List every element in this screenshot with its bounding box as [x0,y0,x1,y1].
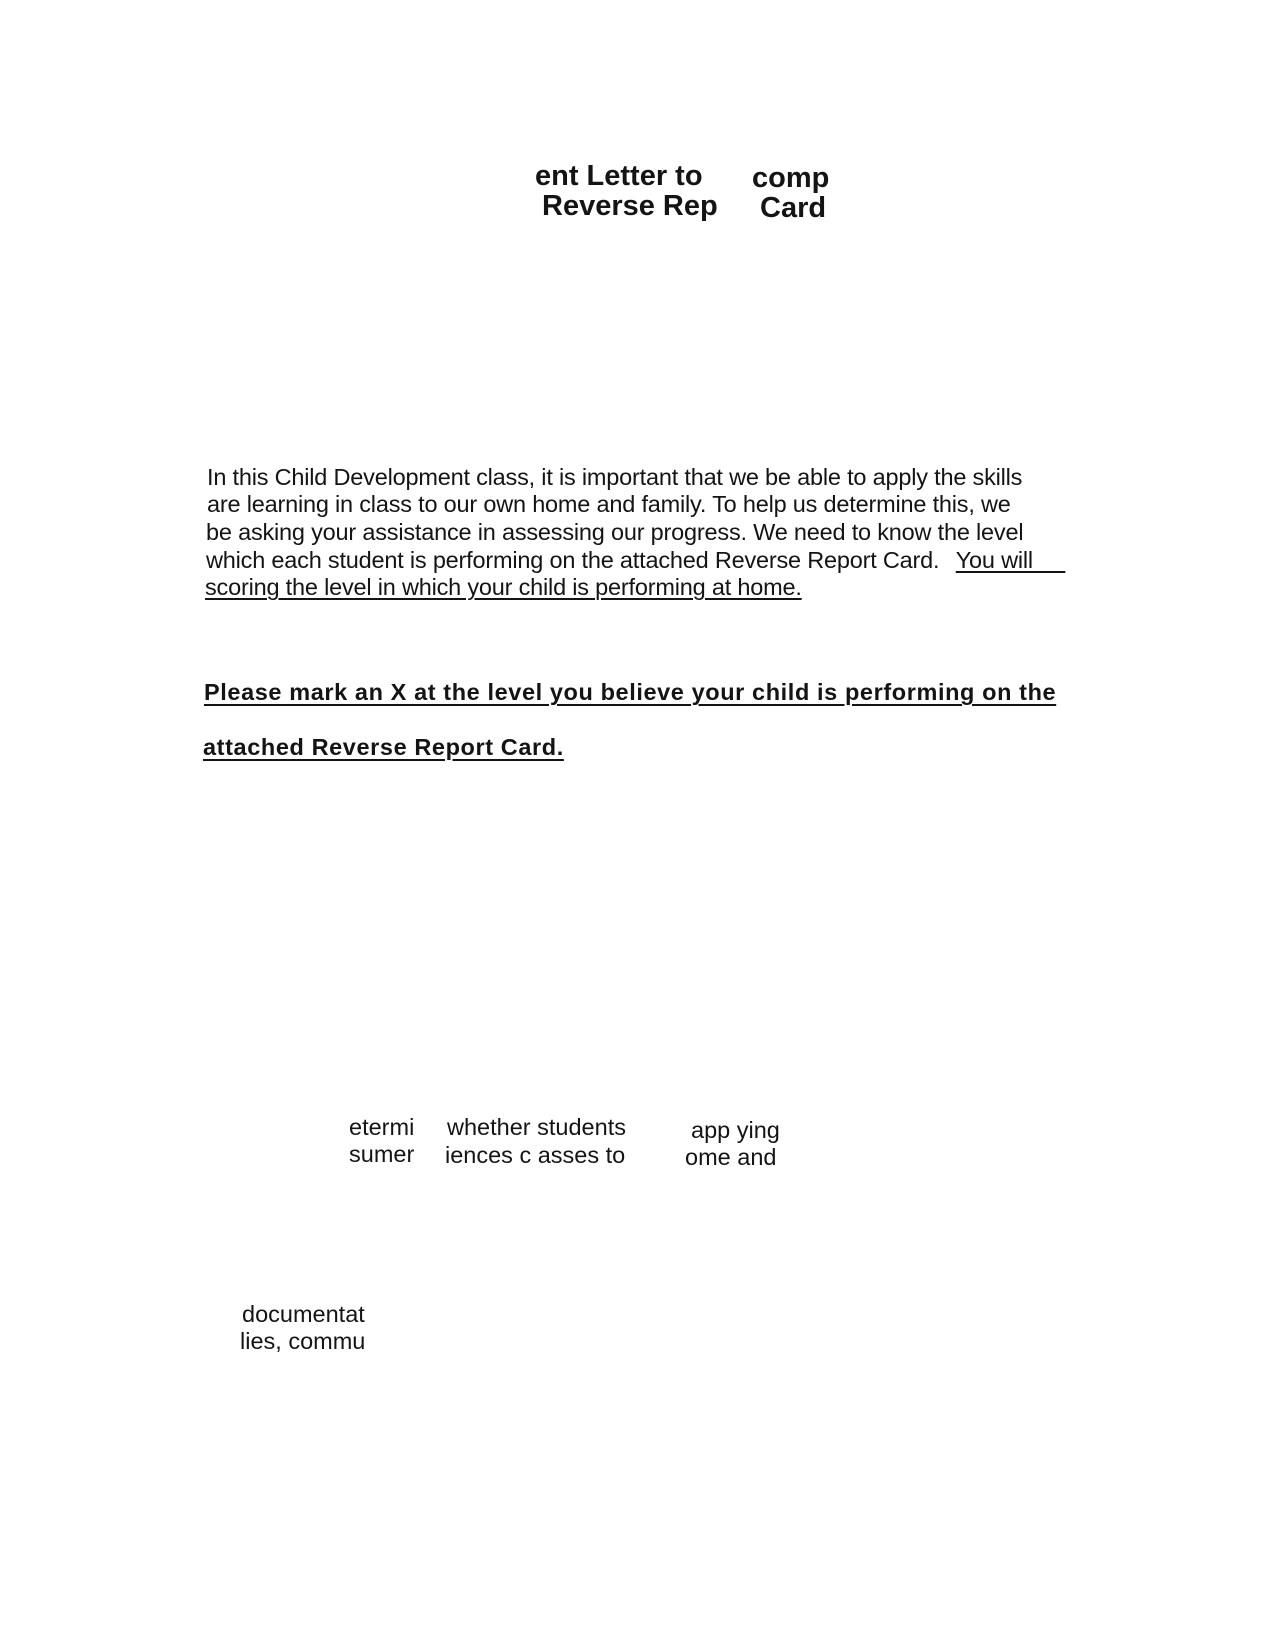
fragment-bottom-line2: lies, commu [240,1328,366,1354]
title-line2-left: Reverse Rep [542,190,718,222]
intro-line-4-text: which each student is performing on the attached Reverse Report Card. [206,547,940,573]
intro-line-1: In this Child Development class, it is important that we be able to apply the skills [207,464,1023,490]
fragment-col2-line1: whether students [447,1114,626,1140]
fragment-col3-line1: app ying [691,1117,780,1143]
fragment-col1-line1: etermi [349,1114,415,1140]
fragment-bottom-line1: documentat [242,1301,365,1327]
title-line1-right: comp [752,162,830,194]
intro-line-2: are learning in class to our own home and family. To help us determine this, we [207,491,1011,517]
intro-line-5-underlined: scoring the level in which your child is performing at home. [205,574,802,600]
instruction-line-2: attached Reverse Report Card. [203,734,564,760]
instruction-line-1: Please mark an X at the level you believe your child is performing on the [204,679,1057,705]
title-line2-right: Card [760,192,827,224]
fragment-col3-line2: ome and [685,1144,777,1170]
intro-line-4-underlined: You will __ [955,547,1066,573]
fragment-col1-line2: sumer [349,1141,415,1167]
intro-line-3: be asking your assistance in assessing our progress. We need to know the level [206,519,1024,545]
fragment-col2-line2: iences c asses to [445,1142,626,1168]
intro-line-4 [206,546,1065,574]
title-line1-left: ent Letter to [535,160,703,192]
